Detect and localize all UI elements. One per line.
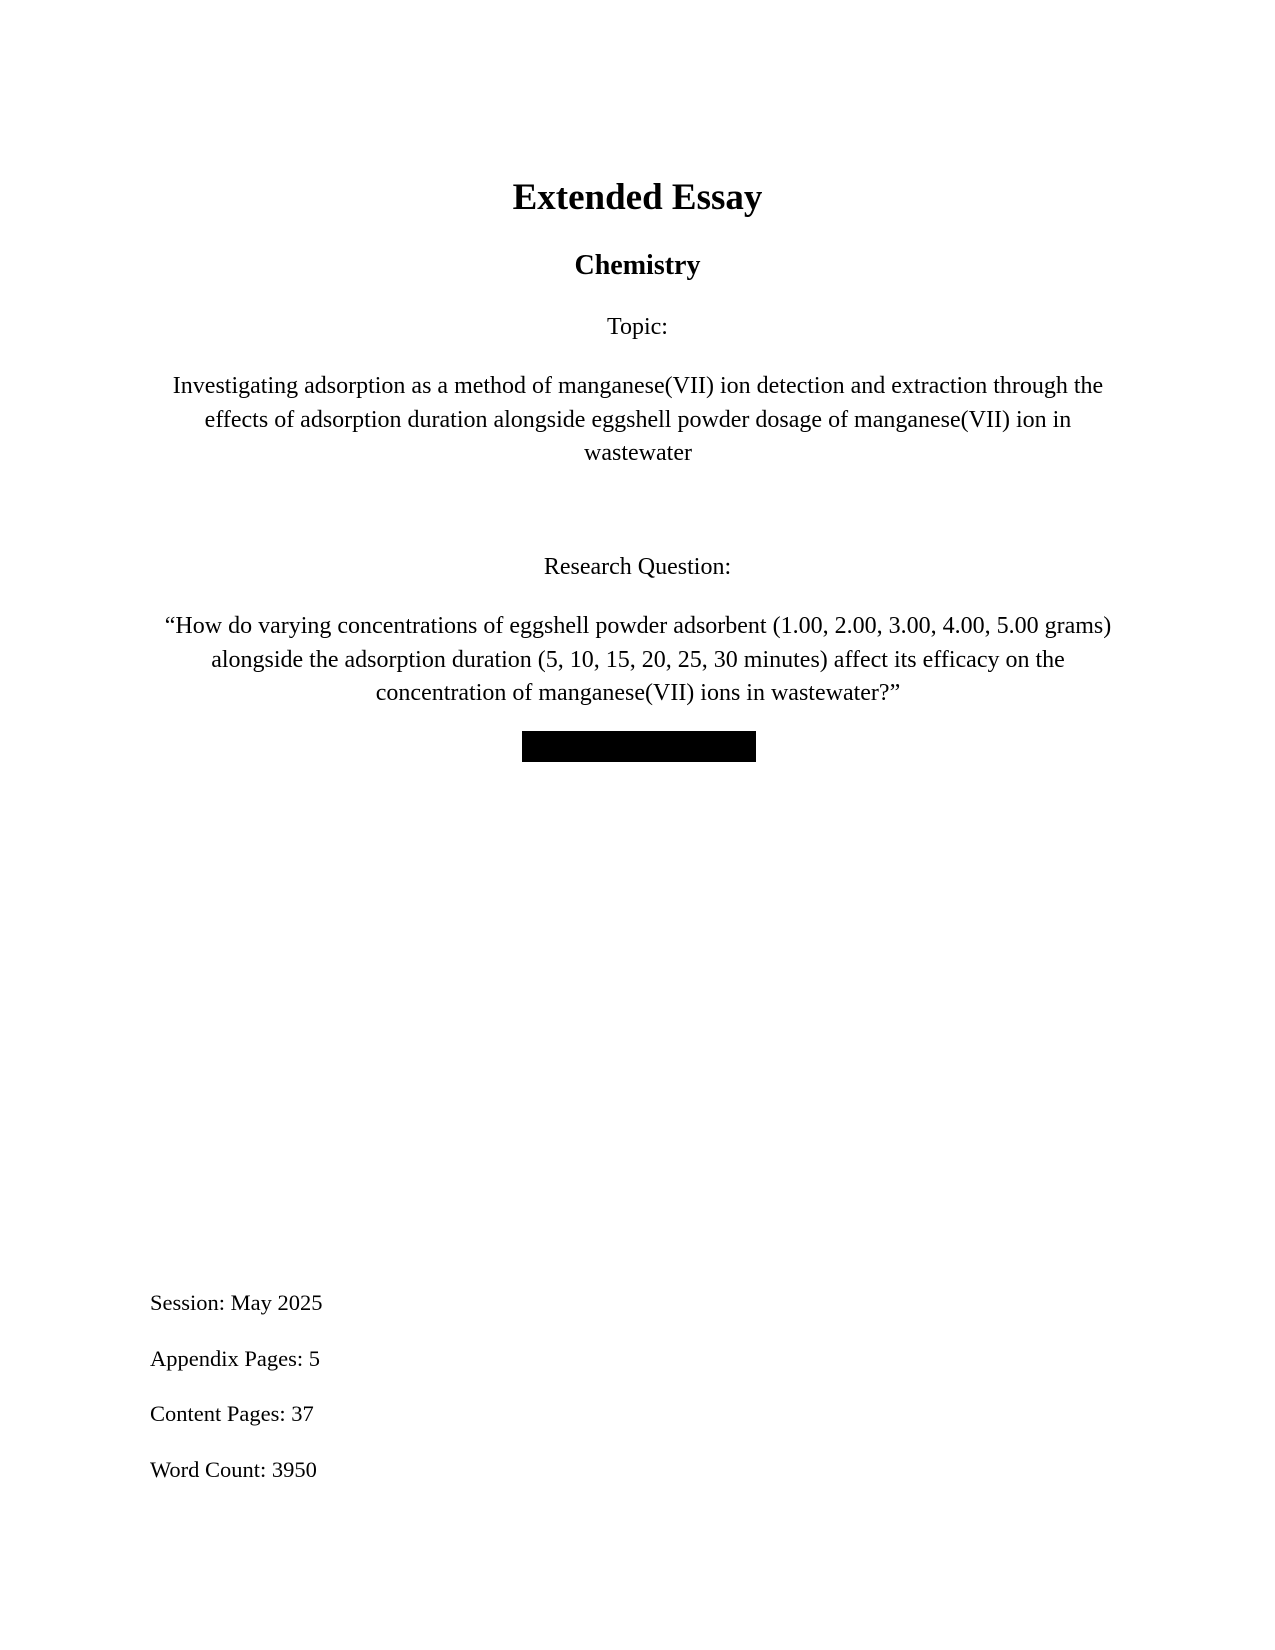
subject-heading: Chemistry	[574, 250, 701, 281]
topic-label: Topic:	[607, 314, 668, 340]
document-title: Extended Essay	[512, 177, 763, 218]
word-count-line: Word Count: 3950	[150, 1457, 317, 1482]
research-question-label: Research Question:	[543, 554, 732, 580]
redacted-block	[522, 731, 756, 762]
session-line: Session: May 2025	[150, 1290, 323, 1315]
topic-text: Investigating adsorption as a method of manganese(VII) ion detection and extraction through the effects of adsorption duration alongside eggshell powder dosage of manganese(VII) ion in wastewater	[172, 373, 1104, 466]
appendix-pages-line: Appendix Pages: 5	[150, 1346, 320, 1371]
content-pages-line: Content Pages: 37	[150, 1401, 314, 1426]
research-question-text: “How do varying concentrations of eggshell powder adsorbent (1.00, 2.00, 3.00, 4.00, 5.00 grams) alongside the adsorption duration (5, 10, 15, 20, 25, 30 minutes) affect its efficacy on the concentration of manganese(VII) ions in wastewater?”	[164, 613, 1112, 706]
